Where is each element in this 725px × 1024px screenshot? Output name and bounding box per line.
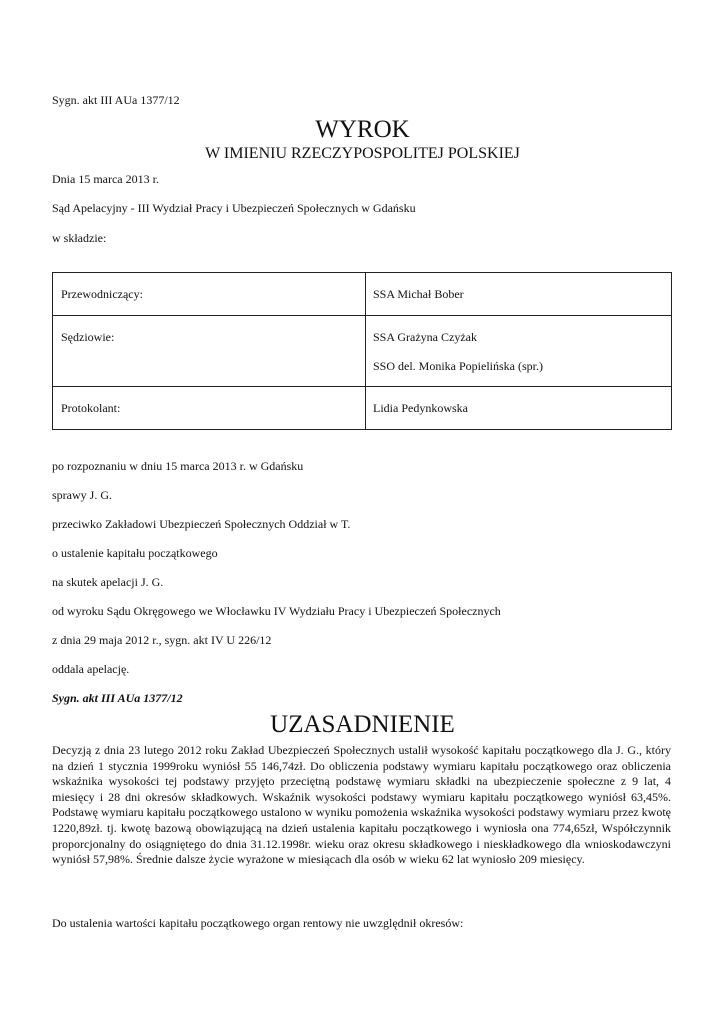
justification-case-number: Sygn. akt III AUa 1377/12 (52, 691, 183, 705)
justification-title: UZASADNIENIE (270, 711, 455, 738)
ruling-line: po rozpoznaniu w dniu 15 marca 2013 r. w Gdańsku (52, 459, 304, 473)
role-label: Przewodniczący: (61, 287, 143, 301)
role-label: Sędziowie: (61, 330, 115, 344)
table-row (53, 273, 671, 316)
case-number: Sygn. akt III AUa 1377/12 (52, 93, 180, 107)
ruling-verdict: oddala apelację. (52, 662, 130, 676)
ruling-line: z dnia 29 maja 2012 r., sygn. akt IV U 226/12 (52, 633, 272, 647)
composition-label: w składzie: (52, 231, 107, 245)
table-row (53, 387, 671, 429)
court-name: Sąd Apelacyjny - III Wydział Pracy i Ubezpieczeń Społecznych w Gdańsku (52, 201, 416, 215)
member-name: SSA Grażyna Czyżak (373, 330, 477, 344)
justification-paragraph: Decyzją z dnia 23 lutego 2012 roku Zakład Ubezpieczeń Społecznych ustalił wysokość kapitału początkowego dla J. G., który na dzień 1 stycznia 1999roku wyniósł 55 146,74zł. Do obliczenia podstawy wymiaru kapitału początkowego oraz obliczenia wskaźnika wysokości tej podstawy przyjęto przeciętną podstawę wymiaru składki na ubezpieczenie społeczne z 9 lat, 4 miesięcy i 28 dni okresów składkowych. Wskaźnik wysokości podstawy wymiaru kapitału początkowego wyniósł 63,45%. Podstawę wymiaru kapitału początkowego ustalono w wyniku pomożenia wskaźnika wysokości podstawy wymiaru przez kwotę 1220,89zł. tj. kwotę bazową obowiązującą na dzień ustalenia kapitału początkowego i wyniosła ona 774,65zł, Współczynnik proporcjonalny do osiągniętego do dnia 31.12.1998r. wieku oraz okresu składkowego i nieskładkowego dla wnioskodawczyni wyniósł 57,98%. Średnie dalsze życie wyrażone w miesiącach dla osób w wieku 62 lat wyniosło 209 miesięcy. (52, 743, 671, 867)
role-label: Protokolant: (61, 401, 121, 415)
ruling-line: przeciwko Zakładowi Ubezpieczeń Społecznych Oddział w T. (52, 517, 351, 531)
judgment-date: Dnia 15 marca 2013 r. (52, 172, 159, 186)
document-subtitle: W IMIENIU RZECZYPOSPOLITEJ POLSKIEJ (205, 145, 520, 162)
member-name: SSO del. Monika Popielińska (spr.) (373, 359, 543, 373)
ruling-line: na skutek apelacji J. G. (52, 575, 164, 589)
court-panel-table (52, 272, 672, 430)
document-title: WYROK (315, 116, 410, 143)
member-name: SSA Michał Bober (373, 287, 464, 301)
table-row (53, 316, 671, 387)
member-name: Lidia Pedynkowska (373, 401, 468, 415)
ruling-line: od wyroku Sądu Okręgowego we Włocławku IV Wydziału Pracy i Ubezpieczeń Społecznych (52, 604, 501, 618)
ruling-line: o ustalenie kapitału początkowego (52, 546, 218, 560)
ruling-line: sprawy J. G. (52, 488, 112, 502)
justification-paragraph: Do ustalenia wartości kapitału początkowego organ rentowy nie uwzględnił okresów: (52, 916, 464, 930)
